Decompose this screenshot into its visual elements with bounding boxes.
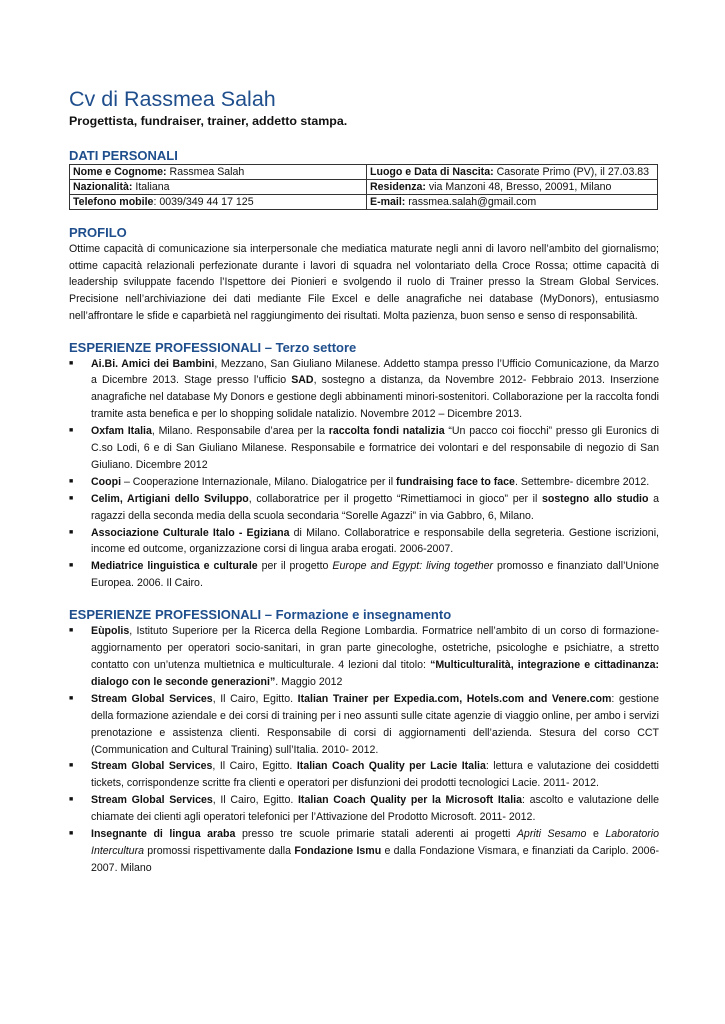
section-formazione-heading: ESPERIENZE PROFESSIONALI – Formazione e insegnamento	[69, 607, 452, 623]
bullet-icon: ■	[69, 562, 74, 570]
bullet-icon: ■	[69, 528, 74, 536]
list-item: ■ Insegnante di lingua araba presso tre scuole primarie statali aderenti ai progetti Apriti Sesamo e Laboratorio Intercultura promossi rispettivamente dalla Fondazione Ismu e dalla Fondazione Vismara, e finanziati da Cariplo. 2006-2007. Milano	[69, 828, 659, 874]
bullet-icon: ■	[69, 694, 74, 702]
list-item: ■ Stream Global Services, Il Cairo, Egitto. Italian Coach Quality per Lacie Italia: lettura e valutazione dei cosiddetti tickets, corrispondenze scritte fra clienti e operatori per disfunzioni dei prodotti tecnologici Lacie. 2011- 2012.	[69, 760, 659, 790]
cv-title: Cv di Rassmea Salah	[69, 87, 276, 111]
bullet-icon: ■	[69, 427, 74, 435]
list-item: ■ Stream Global Services, Il Cairo, Egitto. Italian Trainer per Expedia.com, Hotels.com and Venere.com: gestione della formazione aziendale e dei corsi di training per i neo assunti sulle citate agenzie di viaggio online, per ambo i servizi prenotazione e assistenza clienti. Responsabile di corsi di aggiornamenti dell’azienda. Stesura del corso CCT (Communication and Cultural Training) sull’Italia. 2010- 2012.	[69, 692, 660, 756]
table-cell: Telefono mobile: 0039/349 44 17 125	[70, 195, 367, 210]
table-cell: Nome e Cognome: Rassmea Salah	[70, 165, 367, 180]
personal-data-table	[69, 164, 658, 210]
section-dati-personali-heading: DATI PERSONALI	[69, 148, 178, 163]
table-row	[70, 195, 658, 210]
list-item: ■ Associazione Culturale Italo - Egiziana di Milano. Collaboratrice e responsabile della segreteria. Gestione iscrizioni, income ed outcome, organizzazione corsi di lingua araba erogati. 2006-2007.	[69, 526, 659, 556]
bullet-icon: ■	[69, 627, 74, 635]
terzo-settore-list	[69, 356, 659, 593]
section-terzo-settore-heading: ESPERIENZE PROFESSIONALI – Terzo settore	[69, 339, 357, 355]
table-row	[70, 180, 658, 195]
table-cell: Luogo e Data di Nascita: Casorate Primo (PV), il 27.03.83	[367, 165, 658, 180]
list-item: ■ Oxfam Italia, Milano. Responsabile d’area per la raccolta fondi natalizia “Un pacco coi fiocchi” presso gli Euronics di C.so Lodi, 6 e di San Giuliano Milanese. Responsabile e formatrice dei volontari e del responsabile di negozio di San Giuliano. Dicembre 2012	[69, 425, 659, 471]
table-cell: Residenza: via Manzoni 48, Bresso, 20091, Milano	[367, 180, 658, 195]
section-profilo-heading: PROFILO	[69, 225, 127, 240]
cv-subtitle: Progettista, fundraiser, trainer, addetto stampa.	[69, 114, 348, 128]
list-item: ■ Mediatrice linguistica e culturale per il progetto Europe and Egypt: living together promosso e finanziato dall’Unione Europea. 2006. Il Cairo.	[69, 560, 660, 590]
table-cell: E-mail: rassmea.salah@gmail.com	[367, 195, 658, 210]
list-item: ■ Eùpolis, Istituto Superiore per la Ricerca della Regione Lombardia. Formatrice nell’ambito di un corso di formazione-aggiornamento per operatori socio-sanitari, in gran parte ginecologhe, ostetriche, psicologhe e psichiatre, a stretto contatto con un’utenza multietnica e multiculturale. 4 lezioni dal titolo: “Multiculturalità, integrazione e cittadinanza: dialogo con le seconde generazioni”. Maggio 2012	[69, 625, 659, 688]
bullet-icon: ■	[69, 830, 74, 838]
list-item: ■ Coopi – Cooperazione Internazionale, Milano. Dialogatrice per il fundraising face to face. Settembre- dicembre 2012.	[69, 474, 659, 491]
bullet-icon: ■	[69, 796, 74, 804]
list-item: ■ Stream Global Services, Il Cairo, Egitto. Italian Coach Quality per la Microsoft Italia: ascolto e valutazione delle chiamate dei clienti agli operatori telefonici per l’Attivazione del Prodotto Microsoft. 2011- 2012.	[69, 794, 660, 824]
formazione-list	[69, 623, 659, 877]
profile-text: Ottime capacità di comunicazione sia interpersonale che mediatica maturate negli anni di lavoro nell’ambito del giornalismo; ottime capacità relazionali perfezionate durante i lavori di squadra nel volontariato della Croce Rossa; ottime capacità di leadership sviluppate facendo l’Ispettore dei Pionieri e svolgendo il ruolo di Trainer presso la Stream Global Services. Precisione nell’archiviazione dei dati mediante File Excel e delle anagrafiche nei database (MyDonors), entusiasmo nell’affrontare le sfide e caparbietà nel raggiungimento dei risultati. Molta pazienza, buon senso e senso di responsabilità.	[69, 243, 659, 322]
table-cell: Nazionalità: Italiana	[70, 180, 367, 195]
bullet-icon: ■	[69, 477, 74, 485]
list-item: ■ Celim, Artigiani dello Sviluppo, collaboratrice per il progetto “Rimettiamoci in gioco” per il sostegno allo studio a ragazzi della seconda media della scuola secondaria “Sorelle Agazzi” in via Gabbro, 6, Milano.	[69, 492, 659, 522]
list-item: ■ Ai.Bi. Amici dei Bambini, Mezzano, San Giuliano Milanese. Addetto stampa presso l’Ufficio Comunicazione, da Marzo a Dicembre 2013. Stage presso l’ufficio SAD, sostegno a distanza, da Novembre 2012- Febbraio 2013. Inserzione anagrafiche nel database My Donors e gestione degli abbinamenti minori-sostenitori. Collaborazione per la raccolta fondi tramite asta benefica e per lo shopping solidale natalizio. Novembre 2012 – Dicembre 2013.	[69, 357, 659, 421]
bullet-icon: ■	[69, 494, 74, 502]
table-row	[70, 165, 658, 180]
bullet-icon: ■	[69, 359, 74, 367]
bullet-icon: ■	[69, 762, 74, 770]
cv-page	[69, 86, 659, 877]
